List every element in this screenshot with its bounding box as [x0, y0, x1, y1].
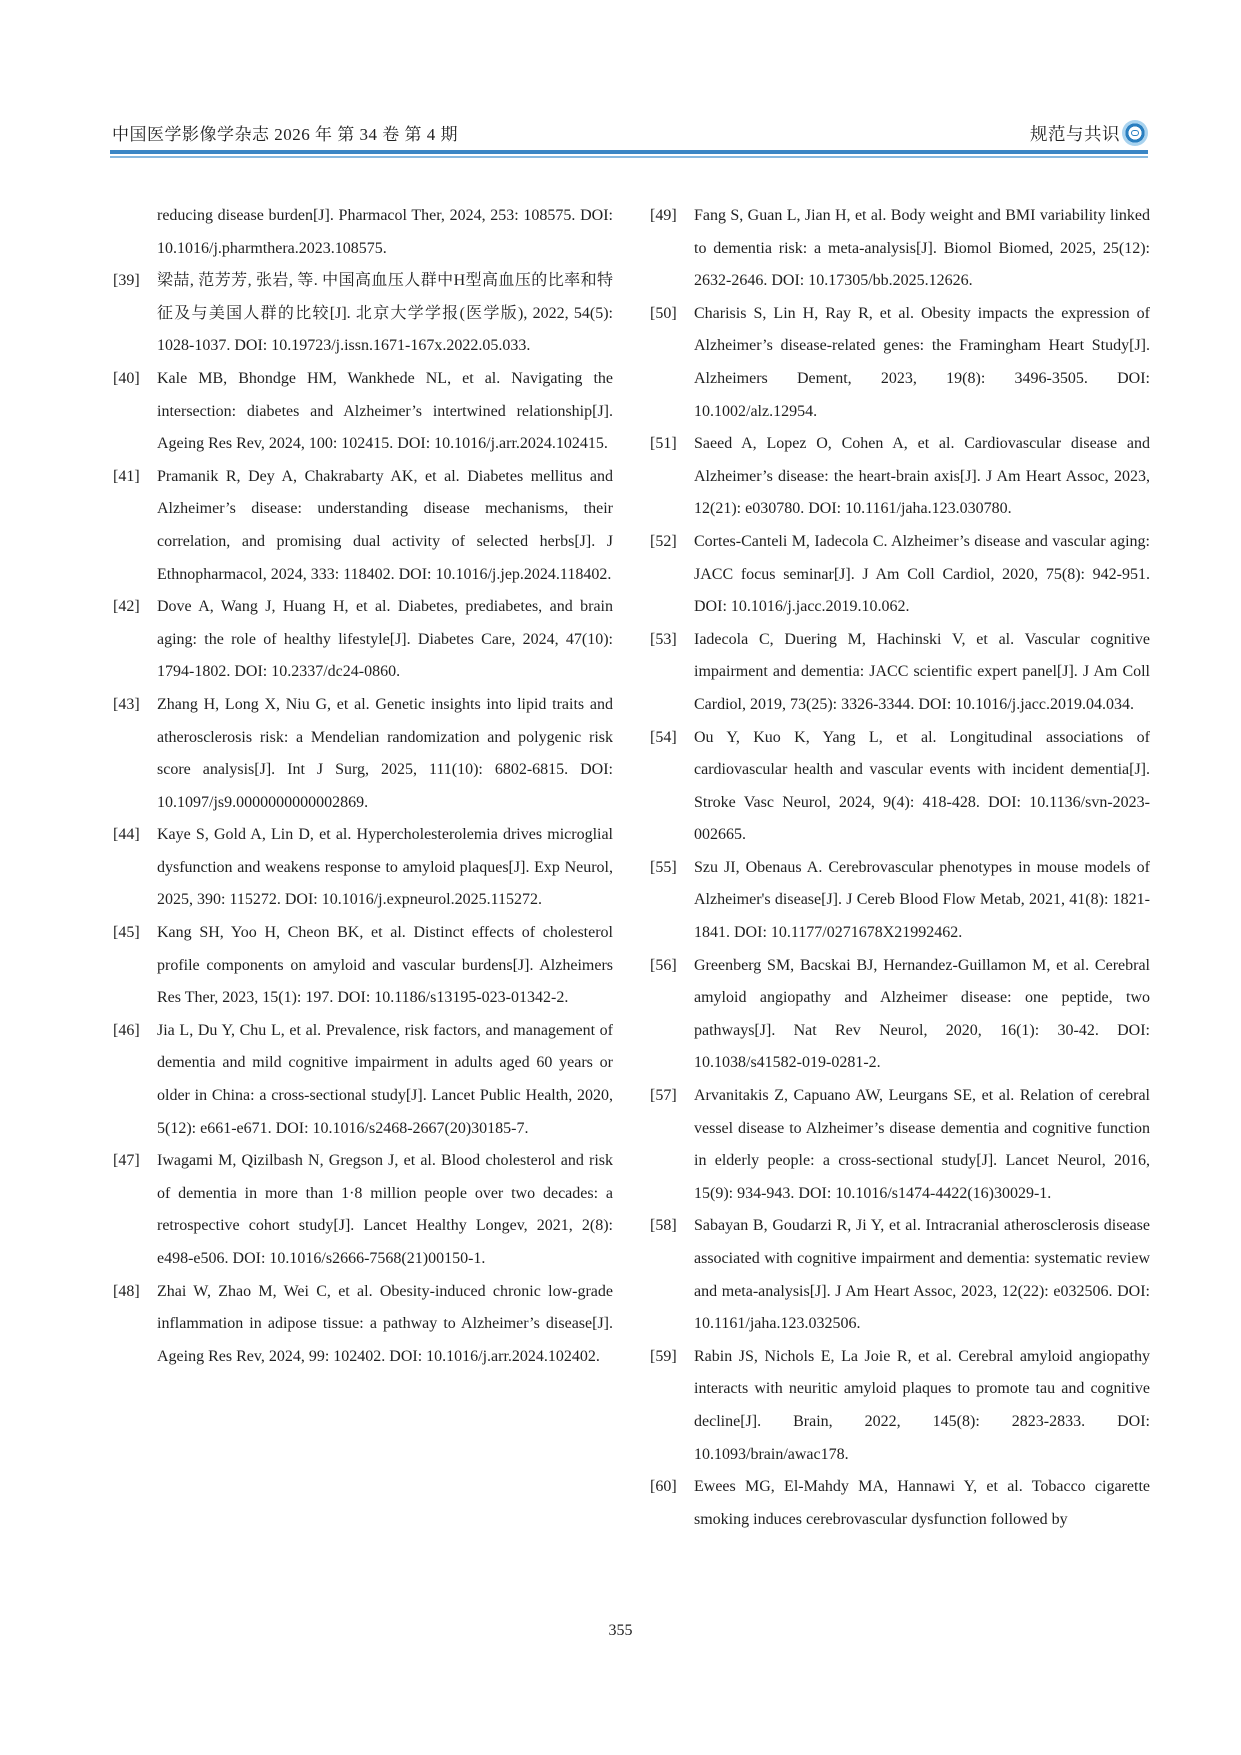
reference-number: [46] — [113, 1021, 140, 1039]
reference-item — [113, 461, 613, 591]
reference-number: [47] — [113, 1152, 140, 1170]
header-rule-thin — [110, 156, 1148, 158]
reference-text: Jia L, Du Y, Chu L, et al. Prevalence, risk factors, and management of dementia and mild cognitive impairment in adults aged 60 years or older in China: a cross-sectional study[J]. Lancet Public Health, 2020, 5(12): e661-e671. DOI: 10.1016/s2468-2667(20)30185-7. — [157, 1021, 613, 1137]
reference-text: Kale MB, Bhondge HM, Wankhede NL, et al. Navigating the intersection: diabetes and Alzheimer’s intertwined relationship[J]. Ageing Res Rev, 2024, 100: 102415. DOI: 10.1016/j.arr.2024.102415. — [157, 369, 613, 453]
section-heading — [1030, 118, 1148, 148]
reference-number: [54] — [650, 728, 677, 746]
reference-number: [58] — [650, 1217, 677, 1235]
reference-number: [59] — [650, 1347, 677, 1365]
reference-text: Rabin JS, Nichols E, La Joie R, et al. Cerebral amyloid angiopathy interacts with neuritic amyloid plaques to promote tau and cognitive decline[J]. Brain, 2022, 145(8): 2823-2833. DOI: 10.1093/brain/awac178. — [694, 1347, 1150, 1463]
reference-text: Cortes-Canteli M, Iadecola C. Alzheimer’s disease and vascular aging: JACC focus seminar[J]. J Am Coll Cardiol, 2020, 75(8): 942-951. DOI: 10.1016/j.jacc.2019.10.062. — [694, 532, 1150, 616]
reference-item — [113, 917, 613, 1015]
reference-text: Iadecola C, Duering M, Hachinski V, et al. Vascular cognitive impairment and dementia: JACC scientific expert panel[J]. J Am Coll Cardiol, 2019, 73(25): 3326-3344. DOI: 10.1016/j.jacc.2019.04.034. — [694, 630, 1150, 713]
left-column — [113, 200, 613, 1373]
reference-number: [60] — [650, 1478, 677, 1496]
reference-number: [42] — [113, 598, 140, 616]
reference-number: [52] — [650, 532, 677, 550]
reference-item — [113, 265, 613, 363]
reference-number: [50] — [650, 304, 677, 322]
reference-text: Pramanik R, Dey A, Chakrabarty AK, et al. Diabetes mellitus and Alzheimer’s disease: understanding disease mechanisms, their correlation, and promising dual activity of selected herbs[J]. J Ethnopharmacol, 2024, 333: 118402. DOI: 10.1016/j.jep.2024.118402. — [157, 467, 613, 583]
reference-text: Iwagami M, Qizilbash N, Gregson J, et al. Blood cholesterol and risk of dementia in more than 1·8 million people over two decades: a retrospective cohort study[J]. Lancet Healthy Longev, 2021, 2(8): e498-e506. DOI: 10.1016/s2666-7568(21)00150-1. — [157, 1152, 613, 1267]
reference-number: [53] — [650, 630, 677, 648]
journal-logo-icon — [1122, 120, 1148, 146]
reference-number: [49] — [650, 207, 677, 224]
reference-text: Zhang H, Long X, Niu G, et al. Genetic insights into lipid traits and atherosclerosis risk: a Mendelian randomization and polygenic risk score analysis[J]. Int J Surg, 2025, 111(10): 6802-6815. DOI: 10.1097/js9.0000000000002869. — [157, 695, 613, 811]
reference-item — [650, 722, 1150, 852]
reference-number: [55] — [650, 858, 677, 876]
journal-citation: 中国医学影像学杂志 2026 年 第 34 卷 第 4 期 — [112, 125, 458, 144]
reference-item — [113, 819, 613, 917]
reference-item — [650, 1080, 1150, 1210]
reference-item — [113, 363, 613, 461]
reference-text: Szu JI, Obenaus A. Cerebrovascular phenotypes in mouse models of Alzheimer's disease[J]. J Cereb Blood Flow Metab, 2021, 41(8): 1821-1841. DOI: 10.1177/0271678X21992462. — [694, 858, 1150, 942]
right-column — [650, 200, 1150, 1536]
reference-item — [113, 591, 613, 689]
reference-text: Saeed A, Lopez O, Cohen A, et al. Cardiovascular disease and Alzheimer’s disease: the heart-brain axis[J]. J Am Heart Assoc, 2023, 12(21): e030780. DOI: 10.1161/jaha.123.030780. — [694, 435, 1150, 518]
reference-number: [48] — [113, 1282, 140, 1300]
reference-item — [113, 1015, 613, 1145]
reference-text: Ewees MG, El-Mahdy MA, Hannawi Y, et al. Tobacco cigarette smoking induces cerebrovascular dysfunction followed by — [694, 1478, 1150, 1528]
reference-number: [39] — [113, 272, 140, 290]
reference-number: [45] — [113, 924, 140, 942]
reference-text: Dove A, Wang J, Huang H, et al. Diabetes, prediabetes, and brain aging: the role of healthy lifestyle[J]. Diabetes Care, 2024, 47(10): 1794-1802. DOI: 10.2337/dc24-0860. — [157, 598, 613, 681]
reference-item — [113, 1276, 613, 1374]
reference-text: Zhai W, Zhao M, Wei C, et al. Obesity-induced chronic low-grade inflammation in adipose tissue: a pathway to Alzheimer’s disease[J]. Ageing Res Rev, 2024, 99: 102402. DOI: 10.1016/j.arr.2024.102402. — [157, 1282, 613, 1365]
reference-number: [56] — [650, 956, 677, 974]
reference-item — [650, 1210, 1150, 1340]
reference-number: [51] — [650, 435, 677, 453]
reference-continuation: reducing disease burden[J]. Pharmacol Ther, 2024, 253: 108575. DOI: 10.1016/j.pharmthera.2023.108575. — [157, 207, 613, 257]
reference-item — [650, 200, 1150, 298]
reference-item — [650, 624, 1150, 722]
reference-text: Fang S, Guan L, Jian H, et al. Body weight and BMI variability linked to dementia risk: a meta-analysis[J]. Biomol Biomed, 2025, 25(12): 2632-2646. DOI: 10.17305/bb.2025.12626. — [694, 207, 1150, 290]
reference-item — [650, 428, 1150, 526]
reference-text: Kaye S, Gold A, Lin D, et al. Hypercholesterolemia drives microglial dysfunction and weakens response to amyloid plaques[J]. Exp Neurol, 2025, 390: 115272. DOI: 10.1016/j.expneurol.2025.115272. — [157, 826, 613, 909]
reference-item — [650, 852, 1150, 950]
reference-item — [113, 1145, 613, 1275]
reference-text: Arvanitakis Z, Capuano AW, Leurgans SE, et al. Relation of cerebral vessel disease to Alzheimer’s disease dementia and cognitive function in elderly people: a cross-sectional study[J]. Lancet Neurol, 2016, 15(9): 934-943. DOI: 10.1016/s1474-4422(16)30029-1. — [694, 1087, 1150, 1202]
header-rule — [110, 150, 1148, 154]
section-label: 规范与共识 — [1030, 123, 1120, 144]
reference-number: [40] — [113, 369, 140, 387]
reference-text: Ou Y, Kuo K, Yang L, et al. Longitudinal associations of cardiovascular health and vascular events with incident dementia[J]. Stroke Vasc Neurol, 2024, 9(4): 418-428. DOI: 10.1136/svn-2023-002665. — [694, 728, 1150, 844]
reference-number: [57] — [650, 1087, 677, 1105]
reference-item — [650, 950, 1150, 1080]
reference-text: Sabayan B, Goudarzi R, Ji Y, et al. Intracranial atherosclerosis disease associated with cognitive impairment and dementia: systematic review and meta-analysis[J]. J Am Heart Assoc, 2023, 12(22): e032506. DOI: 10.1161/jaha.123.032506. — [694, 1217, 1150, 1333]
page-number: 355 — [608, 1622, 633, 1639]
reference-number: [44] — [113, 826, 140, 844]
page-header — [110, 118, 1148, 152]
reference-text: 梁喆, 范芳芳, 张岩, 等. 中国高血压人群中H型高血压的比率和特征及与美国人群的比较[J]. 北京大学学报(医学版), 2022, 54(5): 1028-1037. DOI: 10.19723/j.issn.1671-167x.2022.05.033. — [157, 272, 613, 355]
reference-item — [113, 689, 613, 819]
reference-text: Greenberg SM, Bacskai BJ, Hernandez-Guillamon M, et al. Cerebral amyloid angiopathy and Alzheimer disease: one peptide, two pathways[J]. Nat Rev Neurol, 2020, 16(1): 30-42. DOI: 10.1038/s41582-019-0281-2. — [694, 956, 1150, 1072]
reference-item — [650, 298, 1150, 428]
reference-text: Charisis S, Lin H, Ray R, et al. Obesity impacts the expression of Alzheimer’s disease-related genes: the Framingham Heart Study[J]. Alzheimers Dement, 2023, 19(8): 3496-3505. DOI: 10.1002/alz.12954. — [694, 304, 1150, 420]
reference-item — [650, 526, 1150, 624]
reference-item — [650, 1471, 1150, 1536]
reference-item — [650, 1341, 1150, 1471]
reference-number: [43] — [113, 695, 140, 713]
reference-text: Kang SH, Yoo H, Cheon BK, et al. Distinct effects of cholesterol profile components on amyloid and vascular burdens[J]. Alzheimers Res Ther, 2023, 15(1): 197. DOI: 10.1186/s13195-023-01342-2. — [157, 924, 613, 1007]
reference-number: [41] — [113, 467, 140, 485]
